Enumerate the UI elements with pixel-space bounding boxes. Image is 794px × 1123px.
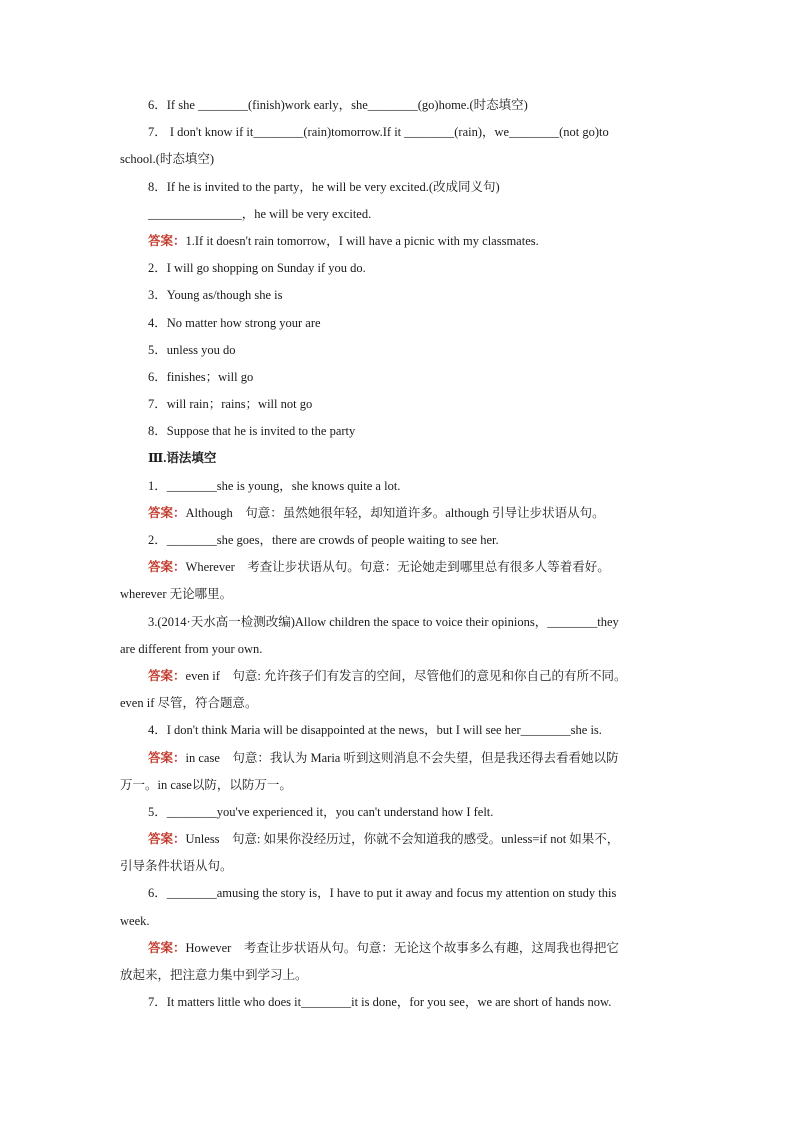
answer-line <box>120 500 676 527</box>
line-text: Ⅲ.语法填空 <box>148 451 217 466</box>
answer-label: 答案： <box>148 750 186 765</box>
text-line <box>120 717 676 744</box>
line-text: 3．Young as/though she is <box>148 288 283 303</box>
text-line <box>120 527 676 554</box>
line-text: 2．________she goes，there are crowds of people waiting to see her. <box>148 533 499 547</box>
text-line <box>120 255 676 282</box>
line-text: 6．finishes；will go <box>148 369 254 384</box>
answer-line <box>120 745 676 772</box>
line-text: 放起来，把注意力集中到学习上。 <box>120 968 308 982</box>
text-line <box>120 364 676 391</box>
answer-line <box>120 554 676 581</box>
text-line <box>120 310 676 337</box>
line-text: 6．If she ________(finish)work early，she________(go)home.(时态填空) <box>148 98 528 112</box>
line-text: 8．Suppose that he is invited to the party <box>148 424 356 439</box>
text-line <box>120 799 676 826</box>
text-line <box>120 473 676 500</box>
text-line <box>120 908 676 935</box>
text-line <box>120 391 676 418</box>
line-text: 5．unless you do <box>148 342 236 357</box>
line-text: 5．________you've experienced it，you can't understand how I felt. <box>148 804 494 819</box>
line-text: in case 句意：我认为 Maria 听到这则消息不会失望，但是我还得去看看她以防 <box>185 750 619 765</box>
answer-line <box>120 663 676 690</box>
text-line <box>120 636 676 663</box>
answer-line <box>120 228 676 255</box>
text-line <box>120 282 676 309</box>
answer-label: 答案： <box>148 560 186 575</box>
line-text: school.(时态填空) <box>120 152 215 167</box>
text-line <box>120 772 676 799</box>
answer-line <box>120 935 676 962</box>
text-line <box>120 581 676 608</box>
line-text: 万一。in case以防，以防万一。 <box>120 777 292 792</box>
line-text: even if 句意: 允许孩子们有发言的空间，尽管他们的意见和你自己的有所不同。 <box>185 668 627 683</box>
text-line <box>120 92 676 119</box>
line-text: wherever 无论哪里。 <box>120 587 233 602</box>
section-heading <box>120 445 676 472</box>
text-line <box>120 609 676 636</box>
text-line <box>120 201 676 228</box>
line-text: even if 尽管，符合题意。 <box>120 696 258 711</box>
text-line <box>120 853 676 880</box>
text-line <box>120 337 676 364</box>
line-text: Unless 句意: 如果你没经历过，你就不会知道我的感受。unless=if not 如果不， <box>185 832 620 847</box>
line-text: 4．No matter how strong your are <box>148 315 321 330</box>
text-line <box>120 174 676 201</box>
answer-label: 答案： <box>148 233 186 248</box>
line-text: are different from your own. <box>120 641 263 656</box>
line-text: 7．will rain；rains；will not go <box>148 397 313 412</box>
line-text: 引导条件状语从句。 <box>120 859 233 874</box>
text-line <box>120 119 676 146</box>
text-line <box>120 880 676 907</box>
text-line <box>120 146 676 173</box>
answer-label: 答案： <box>148 940 186 955</box>
text-line <box>120 989 676 1016</box>
answer-label: 答案： <box>148 505 186 520</box>
line-text: 8．If he is invited to the party，he will be very excited.(改成同义句) <box>148 179 500 194</box>
line-text: 1．________she is young，she knows quite a lot. <box>148 478 401 493</box>
answer-label: 答案： <box>148 668 186 683</box>
line-text: Wherever 考查让步状语从句。句意：无论她走到哪里总有很多人等着看好。 <box>185 560 610 575</box>
text-line <box>120 418 676 445</box>
answer-label: 答案： <box>148 832 186 847</box>
text-line <box>120 690 676 717</box>
line-text: 6．________amusing the story is，I have to put it away and focus my attention on study this <box>148 886 617 901</box>
line-text: _______________，he will be very excited. <box>148 206 372 221</box>
line-text: However 考查让步状语从句。句意：无论这个故事多么有趣，这周我也得把它 <box>185 940 619 955</box>
line-text: 2．I will go shopping on Sunday if you do. <box>148 261 366 276</box>
line-text: 7． I don't know if it________(rain)tomorrow.If it ________(rain)，we________(not go)to <box>148 125 609 140</box>
line-text: week. <box>120 913 150 928</box>
line-text: 4．I don't think Maria will be disappointed at the news，but I will see her________she is. <box>148 723 602 738</box>
line-text: 3.(2014·天水高一检测改编)Allow children the space to voice their opinions，________they <box>148 614 619 629</box>
text-line <box>120 962 676 989</box>
document-body <box>120 92 676 1016</box>
line-text: 1.If it doesn't rain tomorrow，I will have a picnic with my classmates. <box>185 233 539 248</box>
line-text: 7．It matters little who does it________it is done，for you see，we are short of hands now. <box>148 995 612 1010</box>
answer-line <box>120 826 676 853</box>
line-text: Although 句意：虽然她很年轻，却知道许多。although 引导让步状语从句。 <box>185 505 605 520</box>
